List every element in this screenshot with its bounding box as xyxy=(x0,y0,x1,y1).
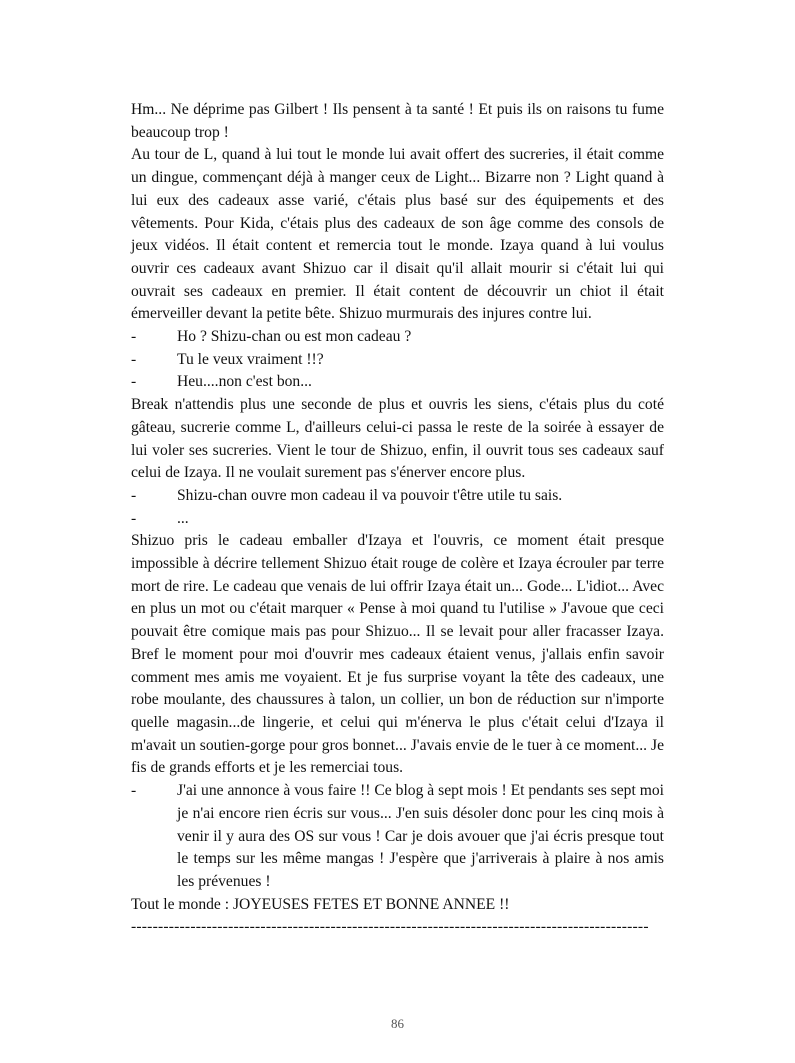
dialogue-text: J'ai une annonce à vous faire !! Ce blog à sept mois ! Et pendants ses sept moi je n'ai encore rien écris sur vous... J'en suis désoler donc pour les cinq mois à venir il y aura des OS sur vous ! Car je dois avouer que j'ai écris presque tout le temps sur les même mangas ! J'espère que j'arriverais à plaire à nos amis les prévenues ! xyxy=(177,782,664,890)
dialogue-text: Heu....non c'est bon... xyxy=(177,373,312,391)
dialogue-text: Tu le veux vraiment !!? xyxy=(177,350,324,368)
paragraph-izaya-gift: Shizuo pris le cadeau emballer d'Izaya et l'ouvris, ce moment était presque impossible à décrire tellement Shizuo était rouge de colère et Izaya écrouler par terre mort de rire. Le cadeau que venais de lui offrir Izaya était un... Gode... L'idiot... Avec en plus un mot ou c'était marquer « Pense à moi quand tu l'utilise » J'avoue que ceci pouvait être comique mais pas pour Shizuo... Il se levait pour aller fracasser Izaya. Bref le moment pour moi d'ouvrir mes cadeaux étaient venus, j'allais enfin savoir comment mes amis me voyaient. Et je fus surprise voyant la tête des cadeaux, une robe moulante, des chaussures à talon, un collier, un bon de réduction sur n'importe quelle magasin...de lingerie, et celui qui m'énerva le plus c'était celui d'Izaya il m'avait un soutien-gorge pour gros bonnet... J'avais envie de le tuer à ce moment... Je fis de grands efforts et je les remerciai tous. xyxy=(131,532,664,777)
dialogue-dash: - xyxy=(131,782,137,800)
separator-line: ------------------------------------------------------------------------------------------------ xyxy=(131,918,649,936)
dialogue-text: Shizu-chan ouvre mon cadeau il va pouvoir t'être utile tu sais. xyxy=(177,486,563,504)
paragraph-closing: Tout le monde : JOYEUSES FETES ET BONNE ANNEE !! xyxy=(131,895,510,913)
dialogue-line xyxy=(131,780,664,894)
dialogue-dash: - xyxy=(131,328,137,346)
dialogue-dash: - xyxy=(131,350,137,368)
paragraph-gifts-l-light-kida-izaya: Au tour de L, quand à lui tout le monde lui avait offert des sucreries, il était comme un dingue, commençant déjà à manger ceux de Light... Bizarre non ? Light quand à lui eux des cadeaux asse varié, c'étais plus basé sur des équipements et des vêtements. Pour Kida, c'étais plus des cadeaux de son âge comme des consols de jeux vidéos. Il était content et remercia tout le monde. Izaya quand à lui voulus ouvrir ces cadeaux avant Shizuo car il disait qu'il allait mourir si c'était lui qui ouvrait ses cadeaux en premier. Il était content de découvrir un chiot il était émerveiller devant la petite bête. Shizuo murmurais des injures contre lui. xyxy=(131,146,664,323)
dialogue-text: Ho ? Shizu-chan ou est mon cadeau ? xyxy=(177,328,412,346)
dialogue-dash: - xyxy=(131,509,137,527)
paragraph-break-shizuo: Break n'attendis plus une seconde de plus et ouvris les siens, c'étais plus du coté gâteau, sucrerie comme L, d'ailleurs celui-ci passa le reste de la soirée à essayer de lui voler ses sucreries. Vient le tour de Shizuo, enfin, il ouvrit tous ses cadeaux sauf celui de Izaya. Il ne voulait surement pas s'énerver encore plus. xyxy=(131,396,664,482)
dialogue-line xyxy=(131,371,664,394)
dialogue-line xyxy=(131,326,664,349)
page-number: 86 xyxy=(391,1016,404,1031)
dialogue-dash: - xyxy=(131,373,137,391)
paragraph-gilbert: Hm... Ne déprime pas Gilbert ! Ils pensent à ta santé ! Et puis ils on raisons tu fume beaucoup trop ! xyxy=(131,101,664,141)
dialogue-line xyxy=(131,508,664,531)
dialogue-dash: - xyxy=(131,486,137,504)
dialogue-line xyxy=(131,485,664,508)
dialogue-text: ... xyxy=(177,509,189,527)
dialogue-line xyxy=(131,349,664,372)
page-body xyxy=(131,99,664,939)
